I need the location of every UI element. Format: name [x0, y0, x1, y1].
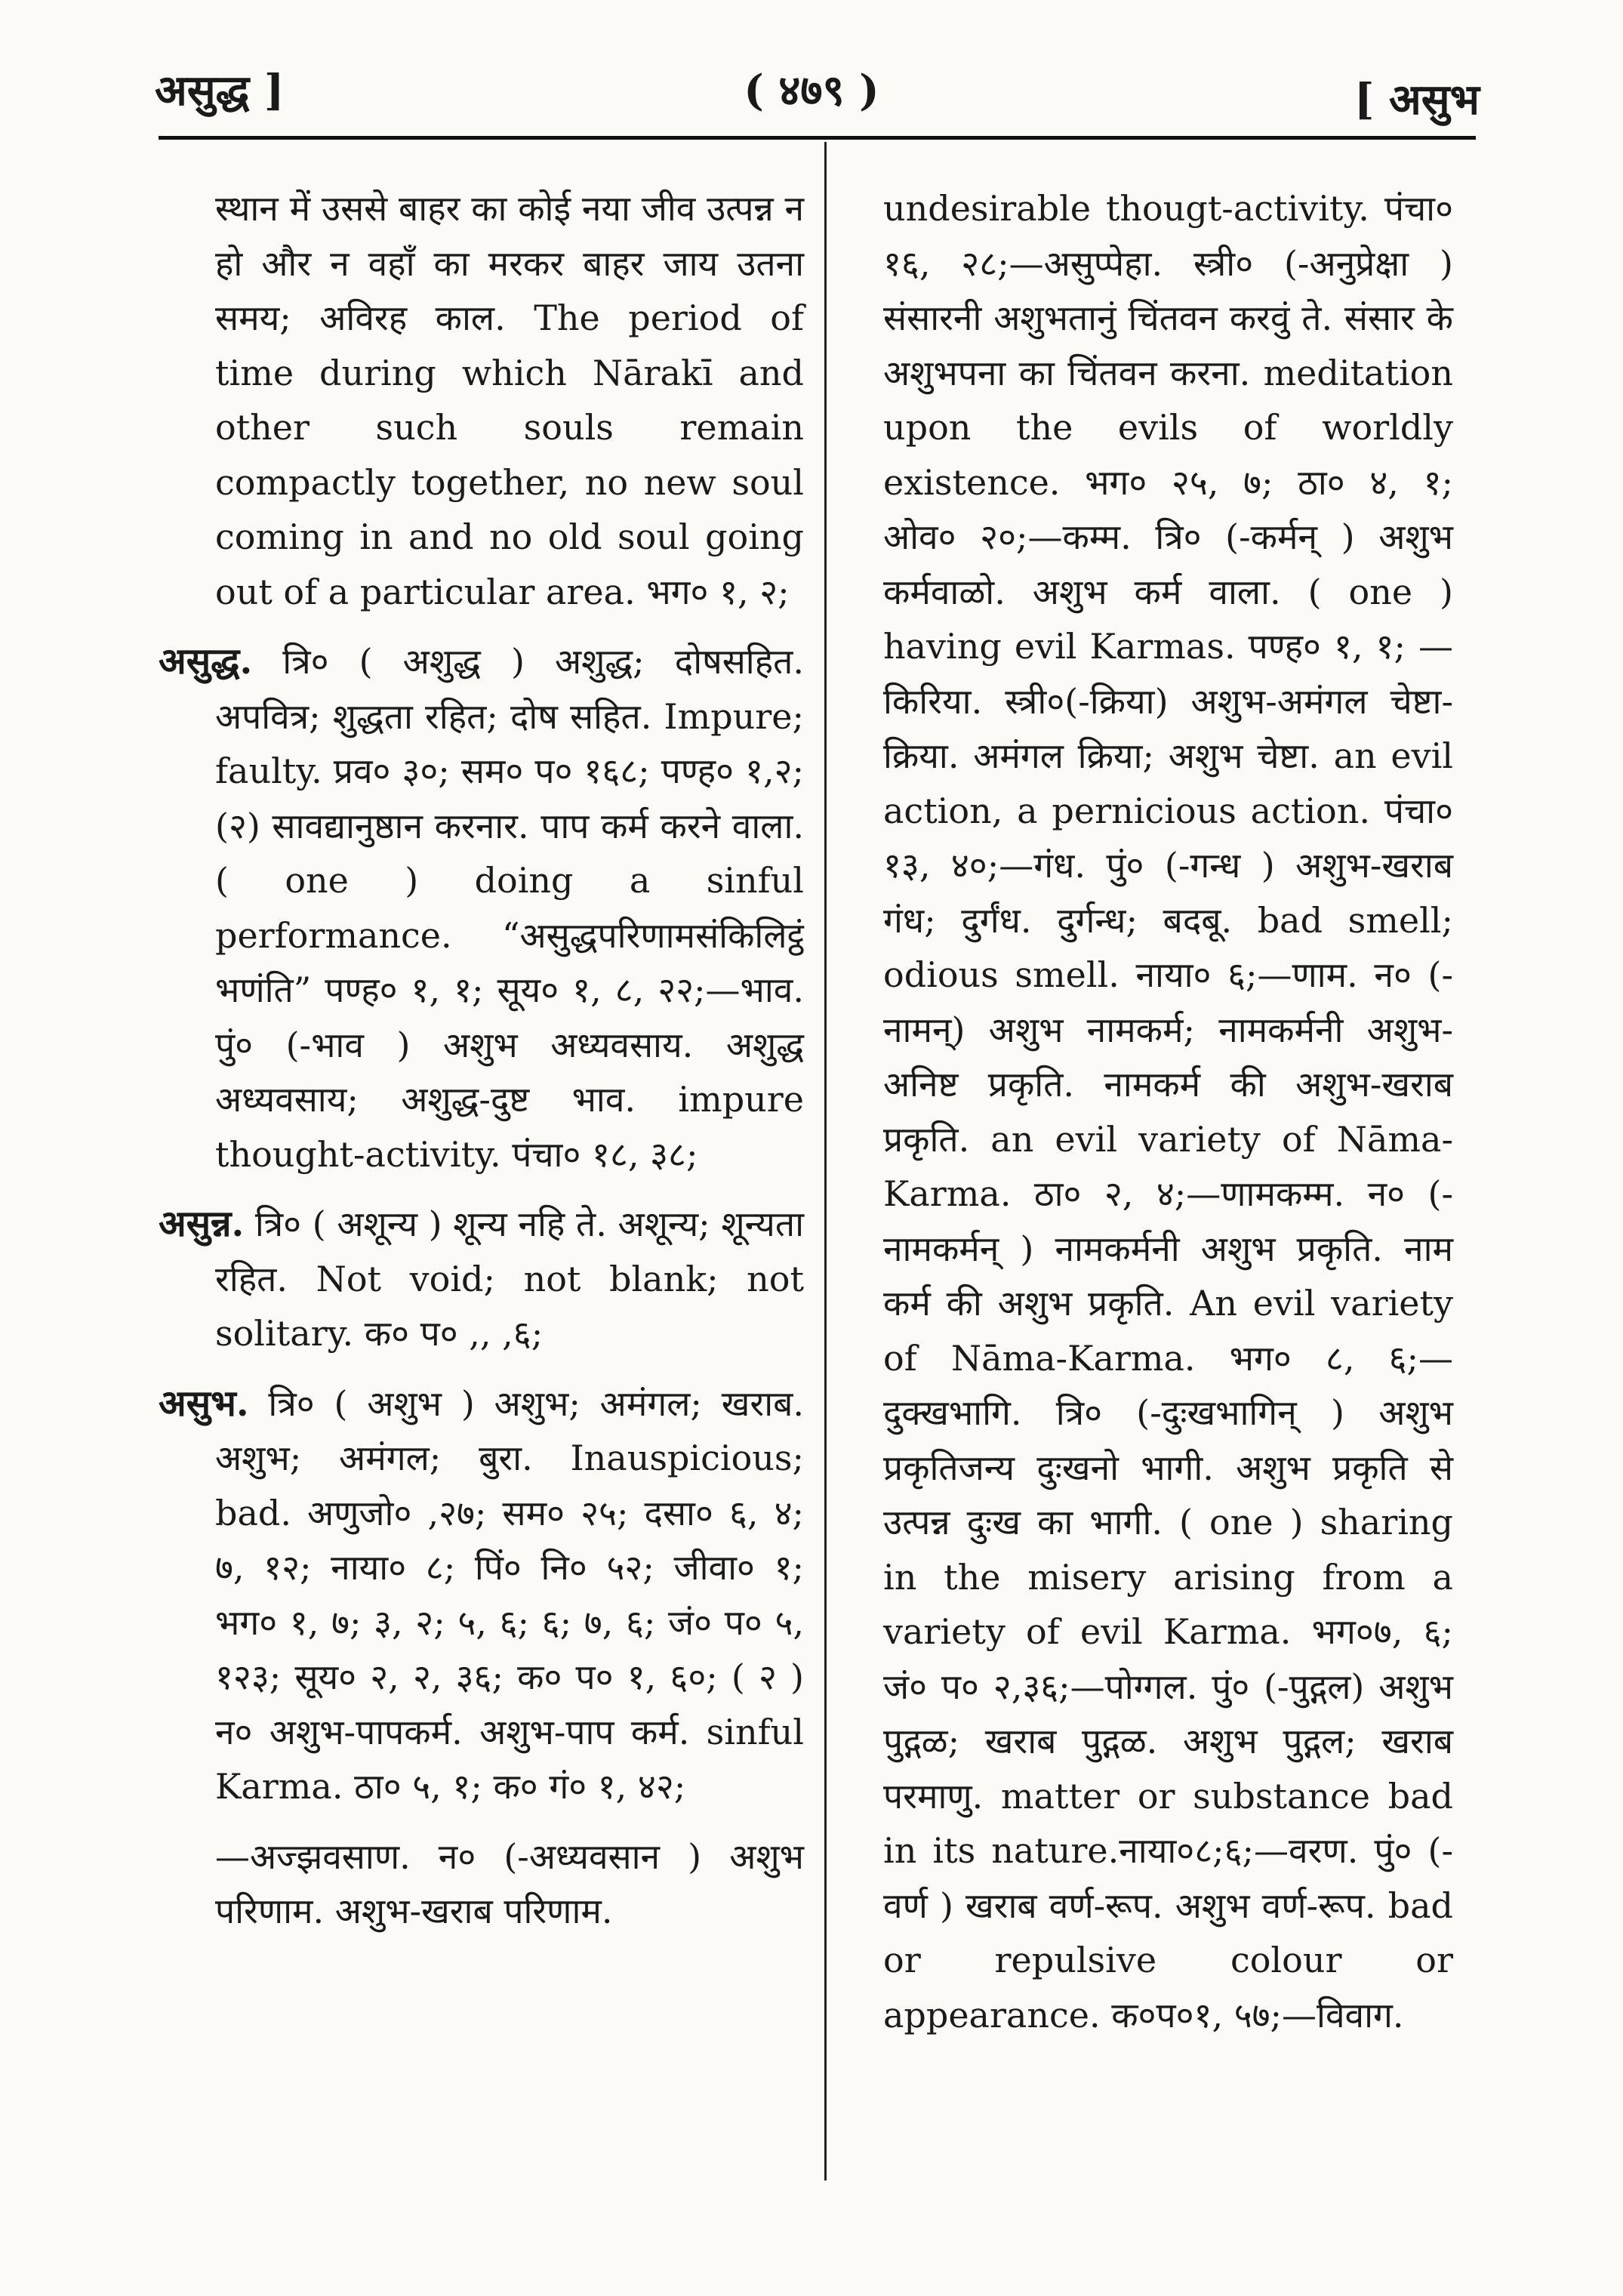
- entry-body: त्रि० ( अशुद्ध ) अशुद्ध; दोषसहित. अपवित्र; शुद्धता रहित; दोष सहित. Impure; faulty. प्रव० ३०; सम० प० १६८; पण्ह० १,२; (२) सावद्यानुष्ठान करनार. पाप कर्म करने वाला. ( one ) doing a sinful performance. “असुद्धपरिणामसंकिलिट्ठं भणंति” पण्ह० १, १; सूय० १, ८, २२;—भाव. पुं० (-भाव ) अशुभ अध्यवसाय. अशुद्ध अध्यवसाय; अशुद्ध-दुष्ट भाव. impure thought-activity. पंचा० १८, ३८;: [215, 641, 804, 1175]
- header-right-guideword: [ असुभ: [1354, 75, 1480, 125]
- entry-asuddha: [159, 634, 804, 1182]
- headword: असुभ.: [159, 1382, 249, 1425]
- page-header: [0, 53, 1623, 136]
- subentry-ajjhavasana: —अज्झवसाण. न० (-अध्यवसान ) अशुभ परिणाम. अशुभ-खराब परिणाम.: [215, 1835, 804, 1931]
- header-left-guideword: असुद्ध ]: [155, 66, 285, 116]
- entry-asunna: [159, 1197, 804, 1361]
- left-column: [159, 181, 804, 1954]
- page-number: ( ४७९ ): [744, 66, 879, 116]
- entry-asubha: [159, 1376, 804, 1814]
- column-divider: [824, 142, 827, 2180]
- right-column: [883, 181, 1453, 2057]
- entry-body: त्रि० ( अशुभ ) अशुभ; अमंगल; खराब. अशुभ; अमंगल; बुरा. Inauspicious; bad. अणुजो० ,२७; सम० २५; दसा० ६, ४; ७, १२; नाया० ८; पिं० नि० ५२; जीवा० १; भग० १, ७; ३, २; ५, ६; ६; ७, ६; जं० प० ५, १२३; सूय० २, २, ३६; क० प० १, ६०; ( २ ) न० अशुभ-पापकर्म. अशुभ-पाप कर्म. sinful Karma. ठा० ५, १; क० गं० १, ४२;: [215, 1382, 804, 1807]
- continued-entry-asubha-compounds: undesirable thougt-activity. पंचा० १६, २८;—असुप्पेहा. स्त्री० (-अनुप्रेक्षा ) संसारनी अशुभतानुं चिंतवन करवुं ते. संसार के अशुभपना का चिंतवन करना. meditation upon the evils of worldly existence. भग० २५, ७; ठा० ४, १; ओव० २०;—कम्म. त्रि० (-कर्मन् ) अशुभ कर्मवाळो. अशुभ कर्म वाला. ( one ) having evil Karmas. पण्ह० १, १; —किरिया. स्त्री०(-क्रिया) अशुभ-अमंगल चेष्टा-क्रिया. अमंगल क्रिया; अशुभ चेष्टा. an evil action, a pernicious action. पंचा० १३, ४०;—गंध. पुं० (-गन्ध ) अशुभ-खराब गंध; दुर्गंध. दुर्गन्ध; बदबू. bad smell; odious smell. नाया० ६;—णाम. न० (-नामन्) अशुभ नामकर्म; नामकर्मनी अशुभ-अनिष्ट प्रकृति. नामकर्म की अशुभ-खराब प्रकृति. an evil variety of Nāma-Karma. ठा० २, ४;—णामकम्म. न० (-नामकर्मन् ) नामकर्मनी अशुभ प्रकृति. नाम कर्म की अशुभ प्रकृति. An evil variety of Nāma-Karma. भग० ८, ६;— दुक्खभागि. त्रि० (-दुःखभागिन् ) अशुभ प्रकृतिजन्य दुःखनो भागी. अशुभ प्रकृति से उत्पन्न दुःख का भागी. ( one ) sharing in the misery arising from a variety of evil Karma. भग०७, ६; जं० प० २,३६;—पोग्गल. पुं० (-पुद्गल) अशुभ पुद्गळ; खराब पुद्गळ. अशुभ पुद्गल; खराब परमाणु. matter or substance bad in its nature.नाया०८;६;—वरण. पुं० (-वर्ण ) खराब वर्ण-रूप. अशुभ वर्ण-रूप. bad or repulsive colour or appearance. क०प०१, ५७;—विवाग.: [883, 188, 1453, 2036]
- continued-entry-text: स्थान में उससे बाहर का कोई नया जीव उत्पन्न न हो और न वहाँ का मरकर बाहर जाय उतना समय; अविरह काल. The period of time during which Nārakī and other such souls remain compactly together, no new soul coming in and no old soul going out of a particular area. भग० १, २;: [215, 188, 804, 612]
- headword: असुन्न.: [159, 1203, 245, 1245]
- entry-body: त्रि० ( अशून्य ) शून्य नहि ते. अशून्य; शून्यता रहित. Not void; not blank; not solitary. क० प० ,, ,६;: [215, 1203, 804, 1354]
- header-rule: [159, 136, 1476, 140]
- headword: असुद्ध.: [159, 640, 253, 683]
